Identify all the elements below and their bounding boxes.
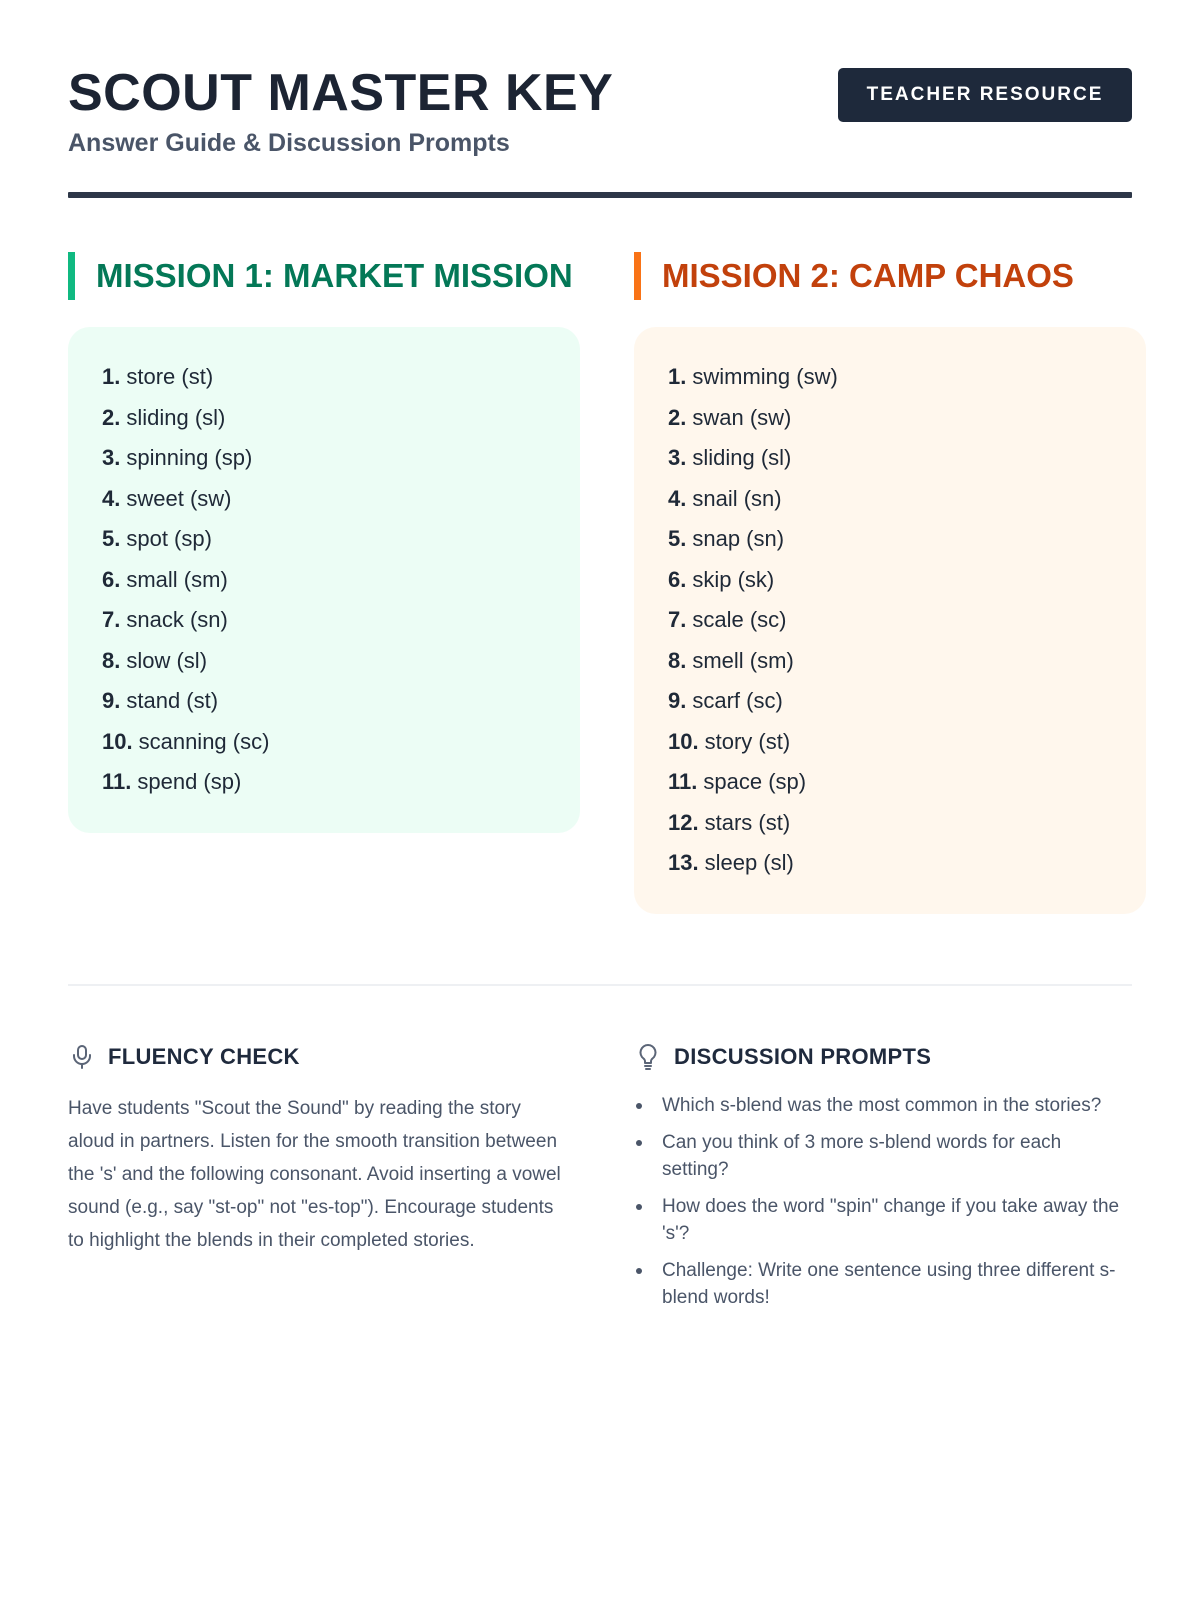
discussion-prompt-item (634, 1257, 1132, 1311)
mission-1-answer-number: 2. (102, 404, 121, 430)
header (68, 66, 1132, 194)
mission-1-answer-number: 6. (102, 566, 121, 592)
mission-2-answer-item (668, 479, 1112, 520)
mission-2-answer-number: 12. (668, 809, 699, 835)
mission-2-answer-number: 8. (668, 647, 687, 673)
bullet-icon (636, 1140, 642, 1146)
discussion-prompt-text: Challenge: Write one sentence using three different s-blend words! (662, 1260, 1116, 1308)
mission-2-answer-item (668, 519, 1112, 560)
mission-1-answer-text: spot (sp) (126, 526, 212, 551)
mission-2-answer-item (668, 641, 1112, 682)
mission-2-answer-number: 7. (668, 607, 687, 632)
mission-2-heading-text: MISSION 2: CAMP CHAOS (662, 257, 1074, 294)
mission-2-answer-item (668, 722, 1112, 763)
mission-1-answer-text: sweet (sw) (126, 485, 232, 511)
teacher-resource-badge: TEACHER RESOURCE (838, 68, 1132, 122)
mission-2-answer-number: 6. (668, 566, 687, 592)
bullet-icon (636, 1268, 642, 1274)
section-divider (68, 984, 1132, 986)
mission-2-answer-number: 1. (668, 364, 687, 389)
mission-1-answer-item (102, 519, 546, 560)
mission-1-heading-text: MISSION 1: MARKET MISSION (96, 257, 573, 294)
mission-1-answer-number: 7. (102, 607, 121, 632)
mission-2-answer-item (668, 762, 1112, 803)
mission-1-accent-bar (68, 252, 75, 300)
mission-1-answer-item (102, 762, 546, 803)
mission-2-answer-text: story (st) (704, 728, 791, 754)
mission-1-answer-number: 8. (102, 647, 121, 673)
mission-1 (68, 252, 580, 833)
page-subtitle: Answer Guide & Discussion Prompts (68, 129, 510, 157)
mission-1-answer-text: store (st) (126, 364, 214, 389)
mission-2-answer-number: 4. (668, 485, 687, 511)
mission-2-answer-item (668, 681, 1112, 722)
mission-1-answer-number: 9. (102, 688, 121, 713)
mission-1-answer-item (102, 438, 546, 479)
mission-1-answer-text: stand (st) (126, 688, 219, 713)
mission-1-answer-number: 1. (102, 364, 121, 389)
mission-1-answer-text: spend (sp) (137, 769, 242, 794)
mission-2-answer-text: swimming (sw) (692, 364, 838, 389)
mission-2-answer-text: scale (sc) (692, 607, 787, 632)
mission-2-answer-item (668, 560, 1112, 601)
mission-1-heading (68, 252, 580, 300)
lightbulb-icon (634, 1043, 662, 1071)
mission-1-answer-text: snack (sn) (126, 607, 228, 632)
fluency-check-panel (68, 1040, 568, 1257)
mission-1-answer-item (102, 681, 546, 722)
header-divider (68, 192, 1132, 198)
mission-2-answer-item (668, 803, 1112, 844)
mission-1-answer-text: spinning (sp) (126, 445, 253, 470)
mission-1-answer-number: 10. (102, 728, 133, 754)
mission-2-answer-text: smell (sm) (692, 647, 794, 673)
mission-1-answer-text: slow (sl) (126, 647, 208, 673)
mission-2-answer-number: 9. (668, 688, 687, 713)
mission-2-answer-number: 3. (668, 445, 687, 470)
mission-1-answer-item (102, 722, 546, 763)
mission-1-answer-number: 11. (102, 769, 132, 794)
mission-1-answer-number: 3. (102, 445, 121, 470)
mission-2-heading (634, 252, 1146, 300)
fluency-check-title: FLUENCY CHECK (108, 1044, 300, 1069)
mission-1-answer-item (102, 600, 546, 641)
mission-2-answer-text: stars (st) (704, 809, 791, 835)
mission-2-answer-text: snap (sn) (692, 526, 785, 551)
mission-2-answer-number: 2. (668, 404, 687, 430)
mission-2-answer-number: 5. (668, 526, 687, 551)
mission-1-answer-text: small (sm) (126, 566, 228, 592)
mission-1-answer-text: sliding (sl) (126, 404, 226, 430)
mission-1-answer-box (68, 327, 580, 833)
mission-2-answer-text: skip (sk) (692, 566, 775, 592)
mission-2-answer-list (668, 357, 1112, 884)
discussion-prompts-title: DISCUSSION PROMPTS (674, 1044, 932, 1069)
mission-1-answer-number: 5. (102, 526, 121, 551)
mission-1-answer-number: 4. (102, 485, 121, 511)
mission-2-answer-text: scarf (sc) (692, 688, 783, 713)
mission-2-answer-number: 11. (668, 769, 698, 794)
mission-2-answer-text: sleep (sl) (704, 850, 794, 875)
mission-2-answer-text: space (sp) (703, 769, 807, 794)
fluency-check-text: Have students "Scout the Sound" by reading the story aloud in partners. Listen for the smooth transition between the 's' and the following consonant. Avoid inserting a vowel sound (e.g., say "st-op" not "es-top"). Encourage students to highlight the blends in their completed stories. (68, 1098, 561, 1251)
mission-2-accent-bar (634, 252, 641, 300)
discussion-prompt-item (634, 1092, 1132, 1119)
fluency-check-heading (68, 1040, 568, 1074)
bullet-icon (636, 1103, 642, 1109)
mission-2-answer-item (668, 600, 1112, 641)
discussion-prompt-text: How does the word "spin" change if you take away the 's'? (662, 1196, 1120, 1244)
mission-1-answer-item (102, 641, 546, 682)
discussion-prompts-heading (634, 1040, 1132, 1074)
mission-1-answer-item (102, 560, 546, 601)
discussion-prompt-item (634, 1193, 1132, 1247)
mission-2-answer-number: 10. (668, 728, 699, 754)
microphone-icon (68, 1043, 96, 1071)
bullet-icon (636, 1204, 642, 1210)
discussion-prompts-panel (634, 1040, 1132, 1321)
mission-2-answer-item (668, 398, 1112, 439)
page-title: SCOUT MASTER KEY (68, 64, 614, 122)
mission-1-answer-text: scanning (sc) (138, 728, 270, 754)
mission-2 (634, 252, 1146, 914)
mission-2-answer-number: 13. (668, 850, 699, 875)
mission-2-answer-item (668, 438, 1112, 479)
discussion-prompt-text: Can you think of 3 more s-blend words for each setting? (662, 1132, 1062, 1180)
mission-2-answer-text: sliding (sl) (692, 445, 792, 470)
mission-2-answer-box (634, 327, 1146, 914)
discussion-prompt-item (634, 1129, 1132, 1183)
mission-2-answer-text: snail (sn) (692, 485, 782, 511)
mission-2-answer-item (668, 357, 1112, 398)
mission-1-answer-item (102, 357, 546, 398)
mission-1-answer-item (102, 479, 546, 520)
mission-2-answer-item (668, 843, 1112, 884)
discussion-prompt-text: Which s-blend was the most common in the stories? (662, 1095, 1102, 1116)
mission-2-answer-text: swan (sw) (692, 404, 792, 430)
mission-1-answer-list (102, 357, 546, 803)
mission-1-answer-item (102, 398, 546, 439)
discussion-prompt-list (634, 1092, 1132, 1311)
